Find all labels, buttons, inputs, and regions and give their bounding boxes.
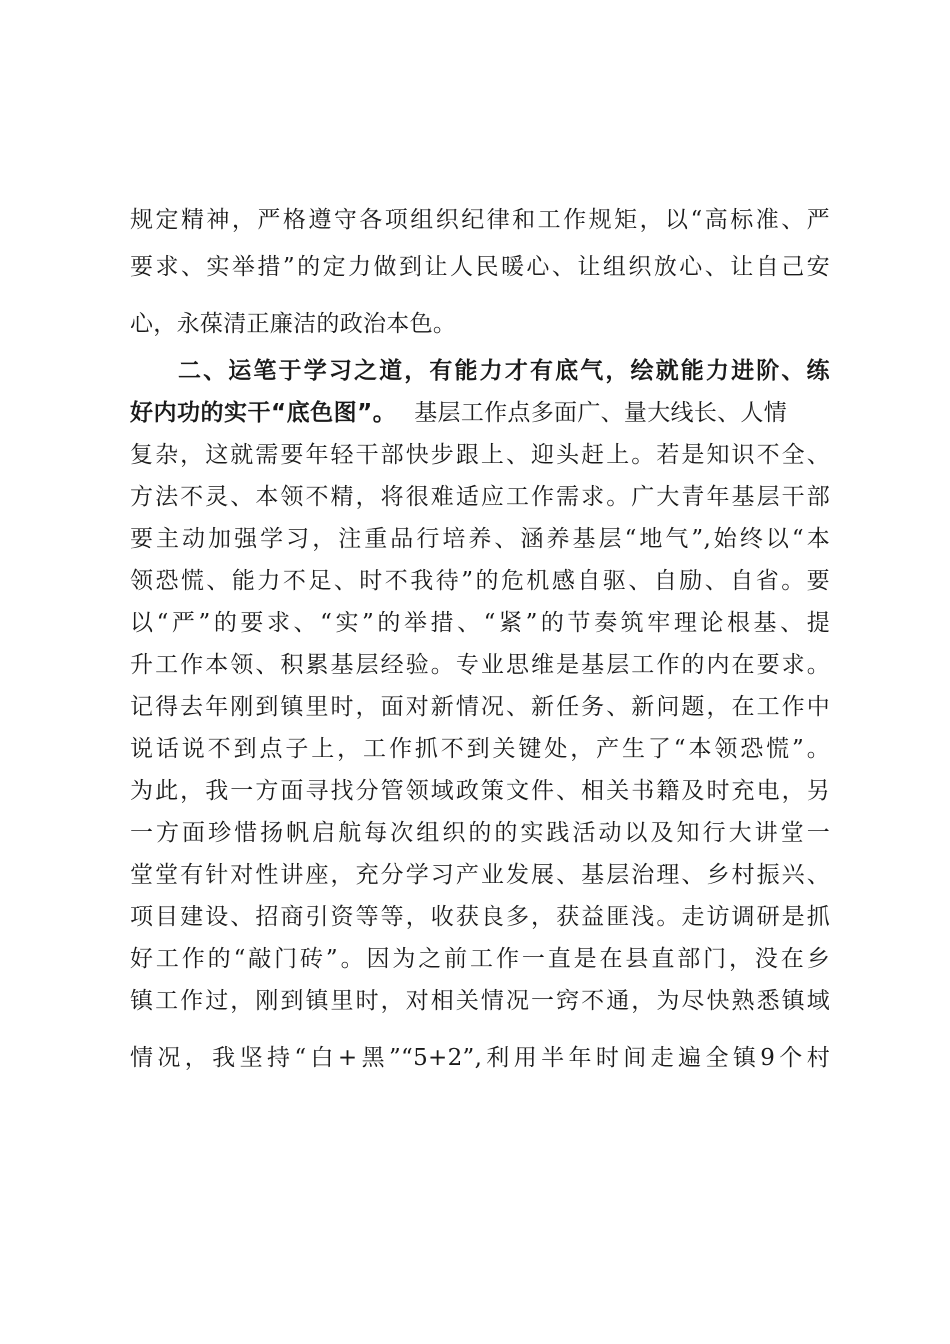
paragraph-line: 说话说不到点子上，工作抓不到关键处，产生了“本领恐慌”。 <box>130 736 830 762</box>
paragraph-line: 复杂，这就需要年轻干部快步跟上、迎头赶上。若是知识不全、 <box>130 442 830 468</box>
paragraph-line: 情况，我坚持“白+黑”“5+2”,利用半年时间走遍全镇9个村 <box>130 1045 830 1071</box>
paragraph-line: 规定精神，严格遵守各项组织纪律和工作规矩，以“高标准、严 <box>130 207 830 233</box>
paragraph-line: 心，永葆清正廉洁的政治本色。 <box>130 311 457 337</box>
paragraph-line: 以“严”的要求、“实”的举措、“紧”的节奏筑牢理论根基、提 <box>130 610 830 636</box>
paragraph-line: 记得去年刚到镇里时，面对新情况、新任务、新问题，在工作中 <box>130 694 830 720</box>
paragraph-line: 好工作的“敲门砖”。因为之前工作一直是在县直部门，没在乡 <box>130 946 830 972</box>
paragraph-line: 方法不灵、本领不精，将很难适应工作需求。广大青年基层干部 <box>130 484 830 510</box>
section-heading: 二、运笔于学习之道，有能力才有底气，绘就能力进阶、练 <box>178 358 830 384</box>
heading-continuation-line <box>130 399 830 427</box>
section-heading-tail: 好内功的实干“底色图”。 <box>130 400 397 426</box>
paragraph-line: 升工作本领、积累基层经验。专业思维是基层工作的内在要求。 <box>130 652 830 678</box>
paragraph-line: 项目建设、招商引资等等，收获良多，获益匪浅。走访调研是抓 <box>130 904 830 930</box>
paragraph-line: 要求、实举措”的定力做到让人民暖心、让组织放心、让自己安 <box>130 254 830 280</box>
paragraph-line: 要主动加强学习，注重品行培养、涵养基层“地气”,始终以“本 <box>130 526 830 552</box>
paragraph-line: 为此，我一方面寻找分管领域政策文件、相关书籍及时充电，另 <box>130 778 830 804</box>
paragraph-text: 基层工作点多面广、量大线长、人情 <box>414 400 788 426</box>
paragraph-line: 镇工作过，刚到镇里时，对相关情况一窍不通，为尽快熟悉镇域 <box>130 988 830 1014</box>
paragraph-line: 领恐慌、能力不足、时不我待”的危机感自驱、自励、自省。要 <box>130 568 830 594</box>
paragraph-line: 堂堂有针对性讲座，充分学习产业发展、基层治理、乡村振兴、 <box>130 862 830 888</box>
paragraph-line: 一方面珍惜扬帆启航每次组织的的实践活动以及知行大讲堂一 <box>130 820 830 846</box>
